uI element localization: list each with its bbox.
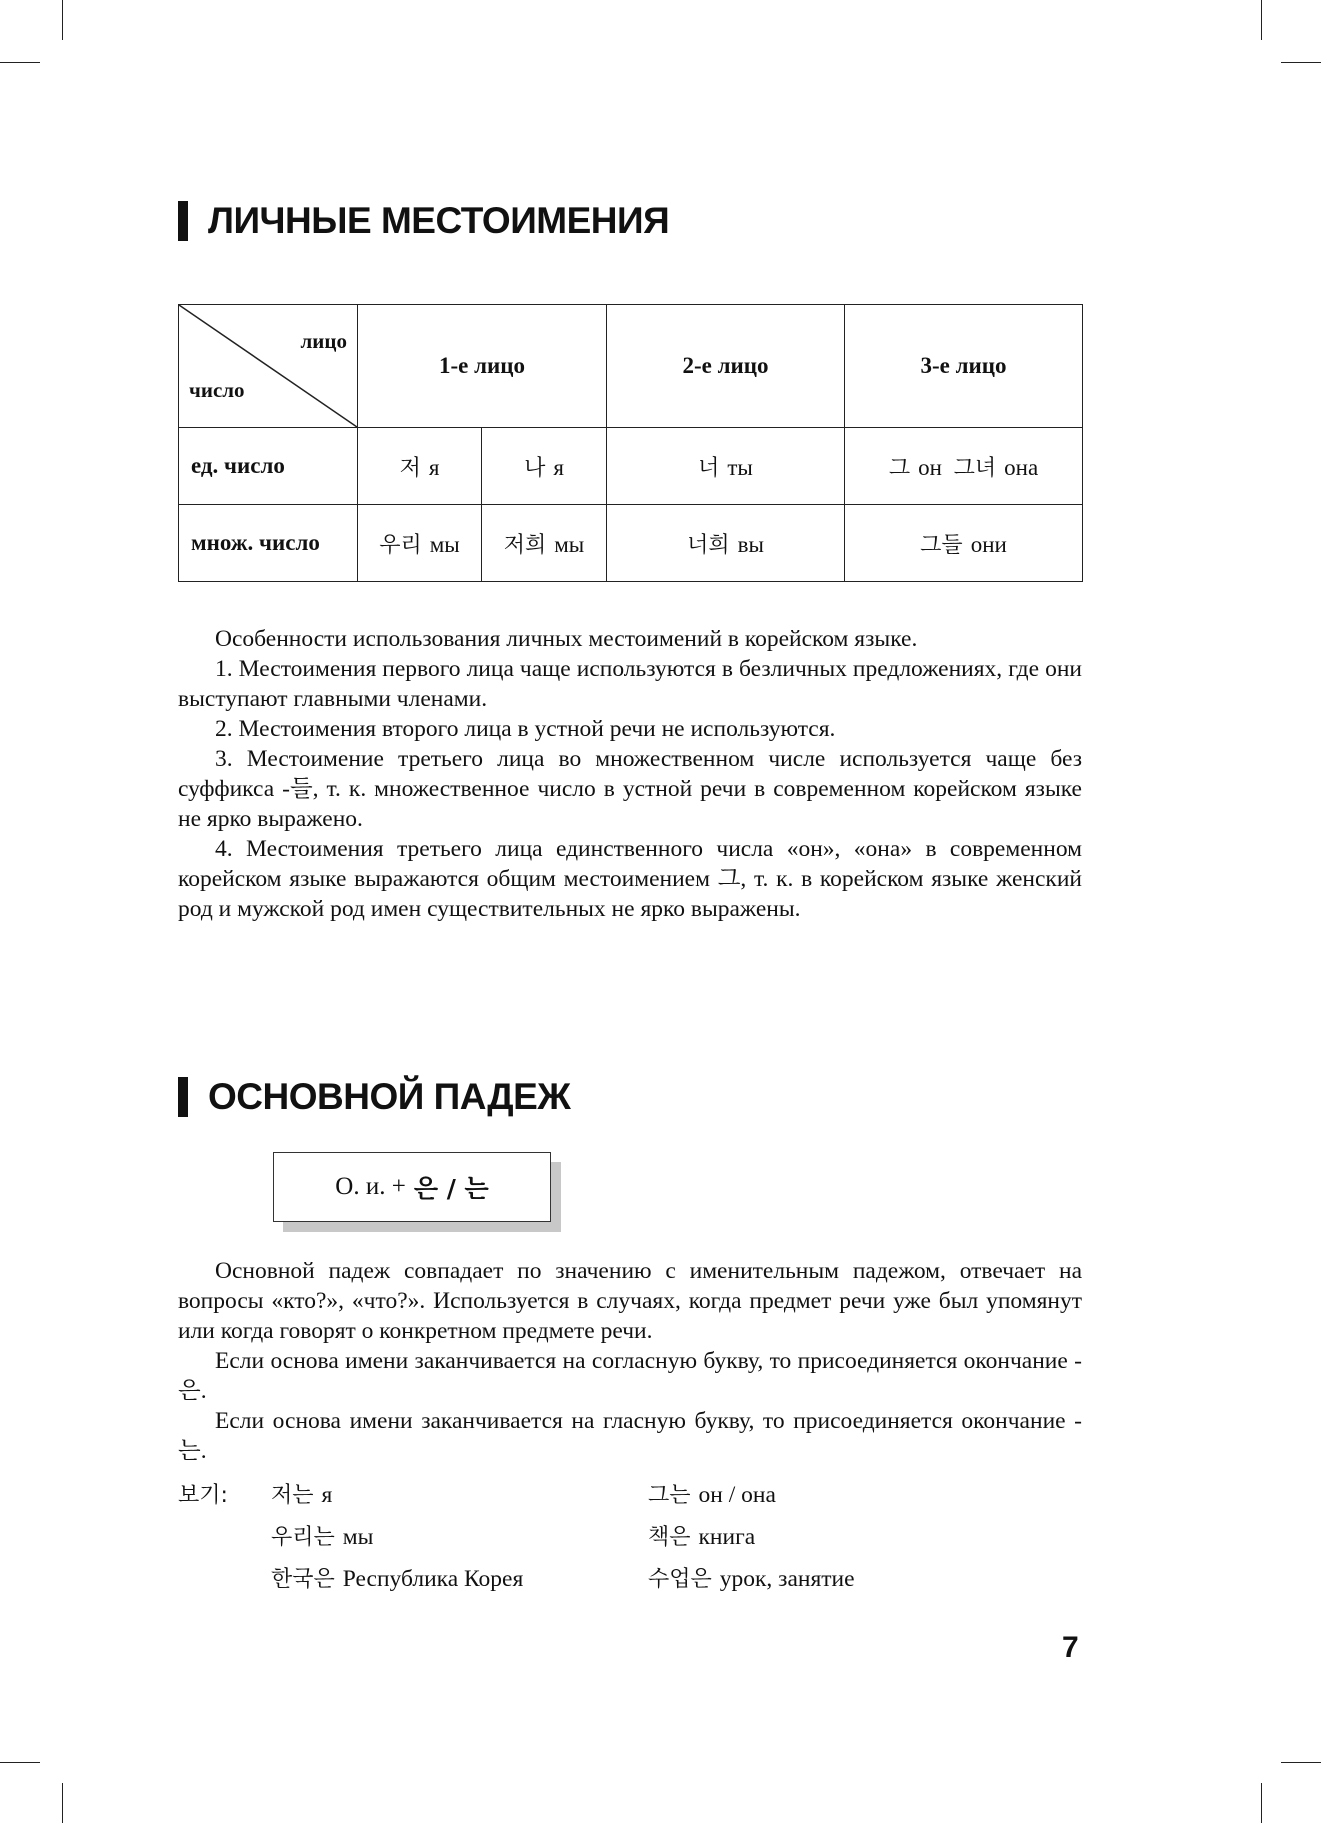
note-paragraph: 2. Местоимения второго лица в устной речи не используются. <box>215 716 836 742</box>
example-item: 우리는 мы <box>271 1524 374 1550</box>
heading-bar <box>178 1077 188 1117</box>
corner-label-person: лицо <box>300 329 347 353</box>
note-paragraph: 3. Местоимение третьего лица во множественном числе используется чаще без суффикса -들, т. к. множественное число в устной речи в современном корейском языке не ярко выражено. <box>178 746 1082 832</box>
note-paragraph: 1. Местоимения первого лица чаще используются в безличных предложениях, где они выступают главными членами. <box>178 656 1082 712</box>
row-label: ед. число <box>179 428 358 505</box>
crop-mark <box>0 62 40 63</box>
table-cell: 그 он 그녀 она <box>845 428 1083 505</box>
heading-bar <box>178 201 188 241</box>
row-label: множ. число <box>179 505 358 582</box>
explanation-paragraph: Основной падеж совпадает по значению с именительным падежом, отвечает на вопросы «кто?», «что?». Используется в случаях, когда предмет речи уже был упомянут или когда говорят о конкретном предмете речи. <box>178 1258 1082 1344</box>
crop-mark <box>1261 0 1262 40</box>
examples-label: 보기: <box>178 1483 228 1508</box>
table-cell: 너 ты <box>607 428 845 505</box>
explanation-paragraph: Если основа имени заканчивается на согласную букву, то присоединяется окончание -은. <box>178 1348 1082 1404</box>
corner-label-number: число <box>189 378 245 402</box>
example-item: 한국은 Республика Корея <box>271 1566 524 1592</box>
example-item: 그는 он / она <box>648 1482 776 1508</box>
table-header-row <box>179 305 1083 428</box>
table-cell: 저희 мы <box>482 505 607 582</box>
page-number: 7 <box>1062 1631 1079 1664</box>
crop-mark <box>1261 1783 1262 1823</box>
pronoun-notes <box>178 624 1082 924</box>
section-heading-text: ОСНОВНОЙ ПАДЕЖ <box>208 1076 571 1117</box>
table-cell: 그들 они <box>845 505 1083 582</box>
section-heading-case <box>178 1076 570 1118</box>
formula-box <box>273 1152 551 1222</box>
crop-mark <box>62 0 63 40</box>
header-third-person: 3-е лицо <box>845 305 1083 428</box>
explanation-paragraph: Если основа имени заканчивается на гласную букву, то присоединяется окончание -는. <box>178 1408 1082 1464</box>
case-explanation <box>178 1256 1082 1466</box>
example-item: 책은 книга <box>648 1524 756 1550</box>
note-paragraph: Особенности использования личных местоимений в корейском языке. <box>215 626 918 652</box>
example-item: 수업은 урок, занятие <box>648 1566 855 1592</box>
table-cell: 우리 мы <box>358 505 482 582</box>
header-second-person: 2-е лицо <box>607 305 845 428</box>
crop-mark <box>1281 1762 1321 1763</box>
table-row-singular <box>179 428 1083 505</box>
section-heading-text: ЛИЧНЫЕ МЕСТОИМЕНИЯ <box>208 200 670 241</box>
formula-base: О. и. + <box>335 1173 406 1200</box>
pronoun-table <box>178 304 1083 582</box>
table-cell: 너희 вы <box>607 505 845 582</box>
header-first-person: 1-е лицо <box>358 305 607 428</box>
crop-mark <box>0 1762 40 1763</box>
crop-mark <box>62 1783 63 1823</box>
note-paragraph: 4. Местоимения третьего лица единственного числа «он», «она» в современном корейском языке выражаются общим местоимением 그, т. к. в корейском языке женский род и мужской род имен существительных не ярко выражены. <box>178 836 1082 922</box>
table-cell: 저 я <box>358 428 482 505</box>
example-item: 저는 я <box>271 1482 333 1508</box>
table-row-plural <box>179 505 1083 582</box>
table-corner-cell <box>179 305 358 428</box>
crop-mark <box>1281 62 1321 63</box>
formula-endings: 은 / 는 <box>413 1174 489 1203</box>
table-cell: 나 я <box>482 428 607 505</box>
section-heading-pronouns <box>178 200 669 242</box>
